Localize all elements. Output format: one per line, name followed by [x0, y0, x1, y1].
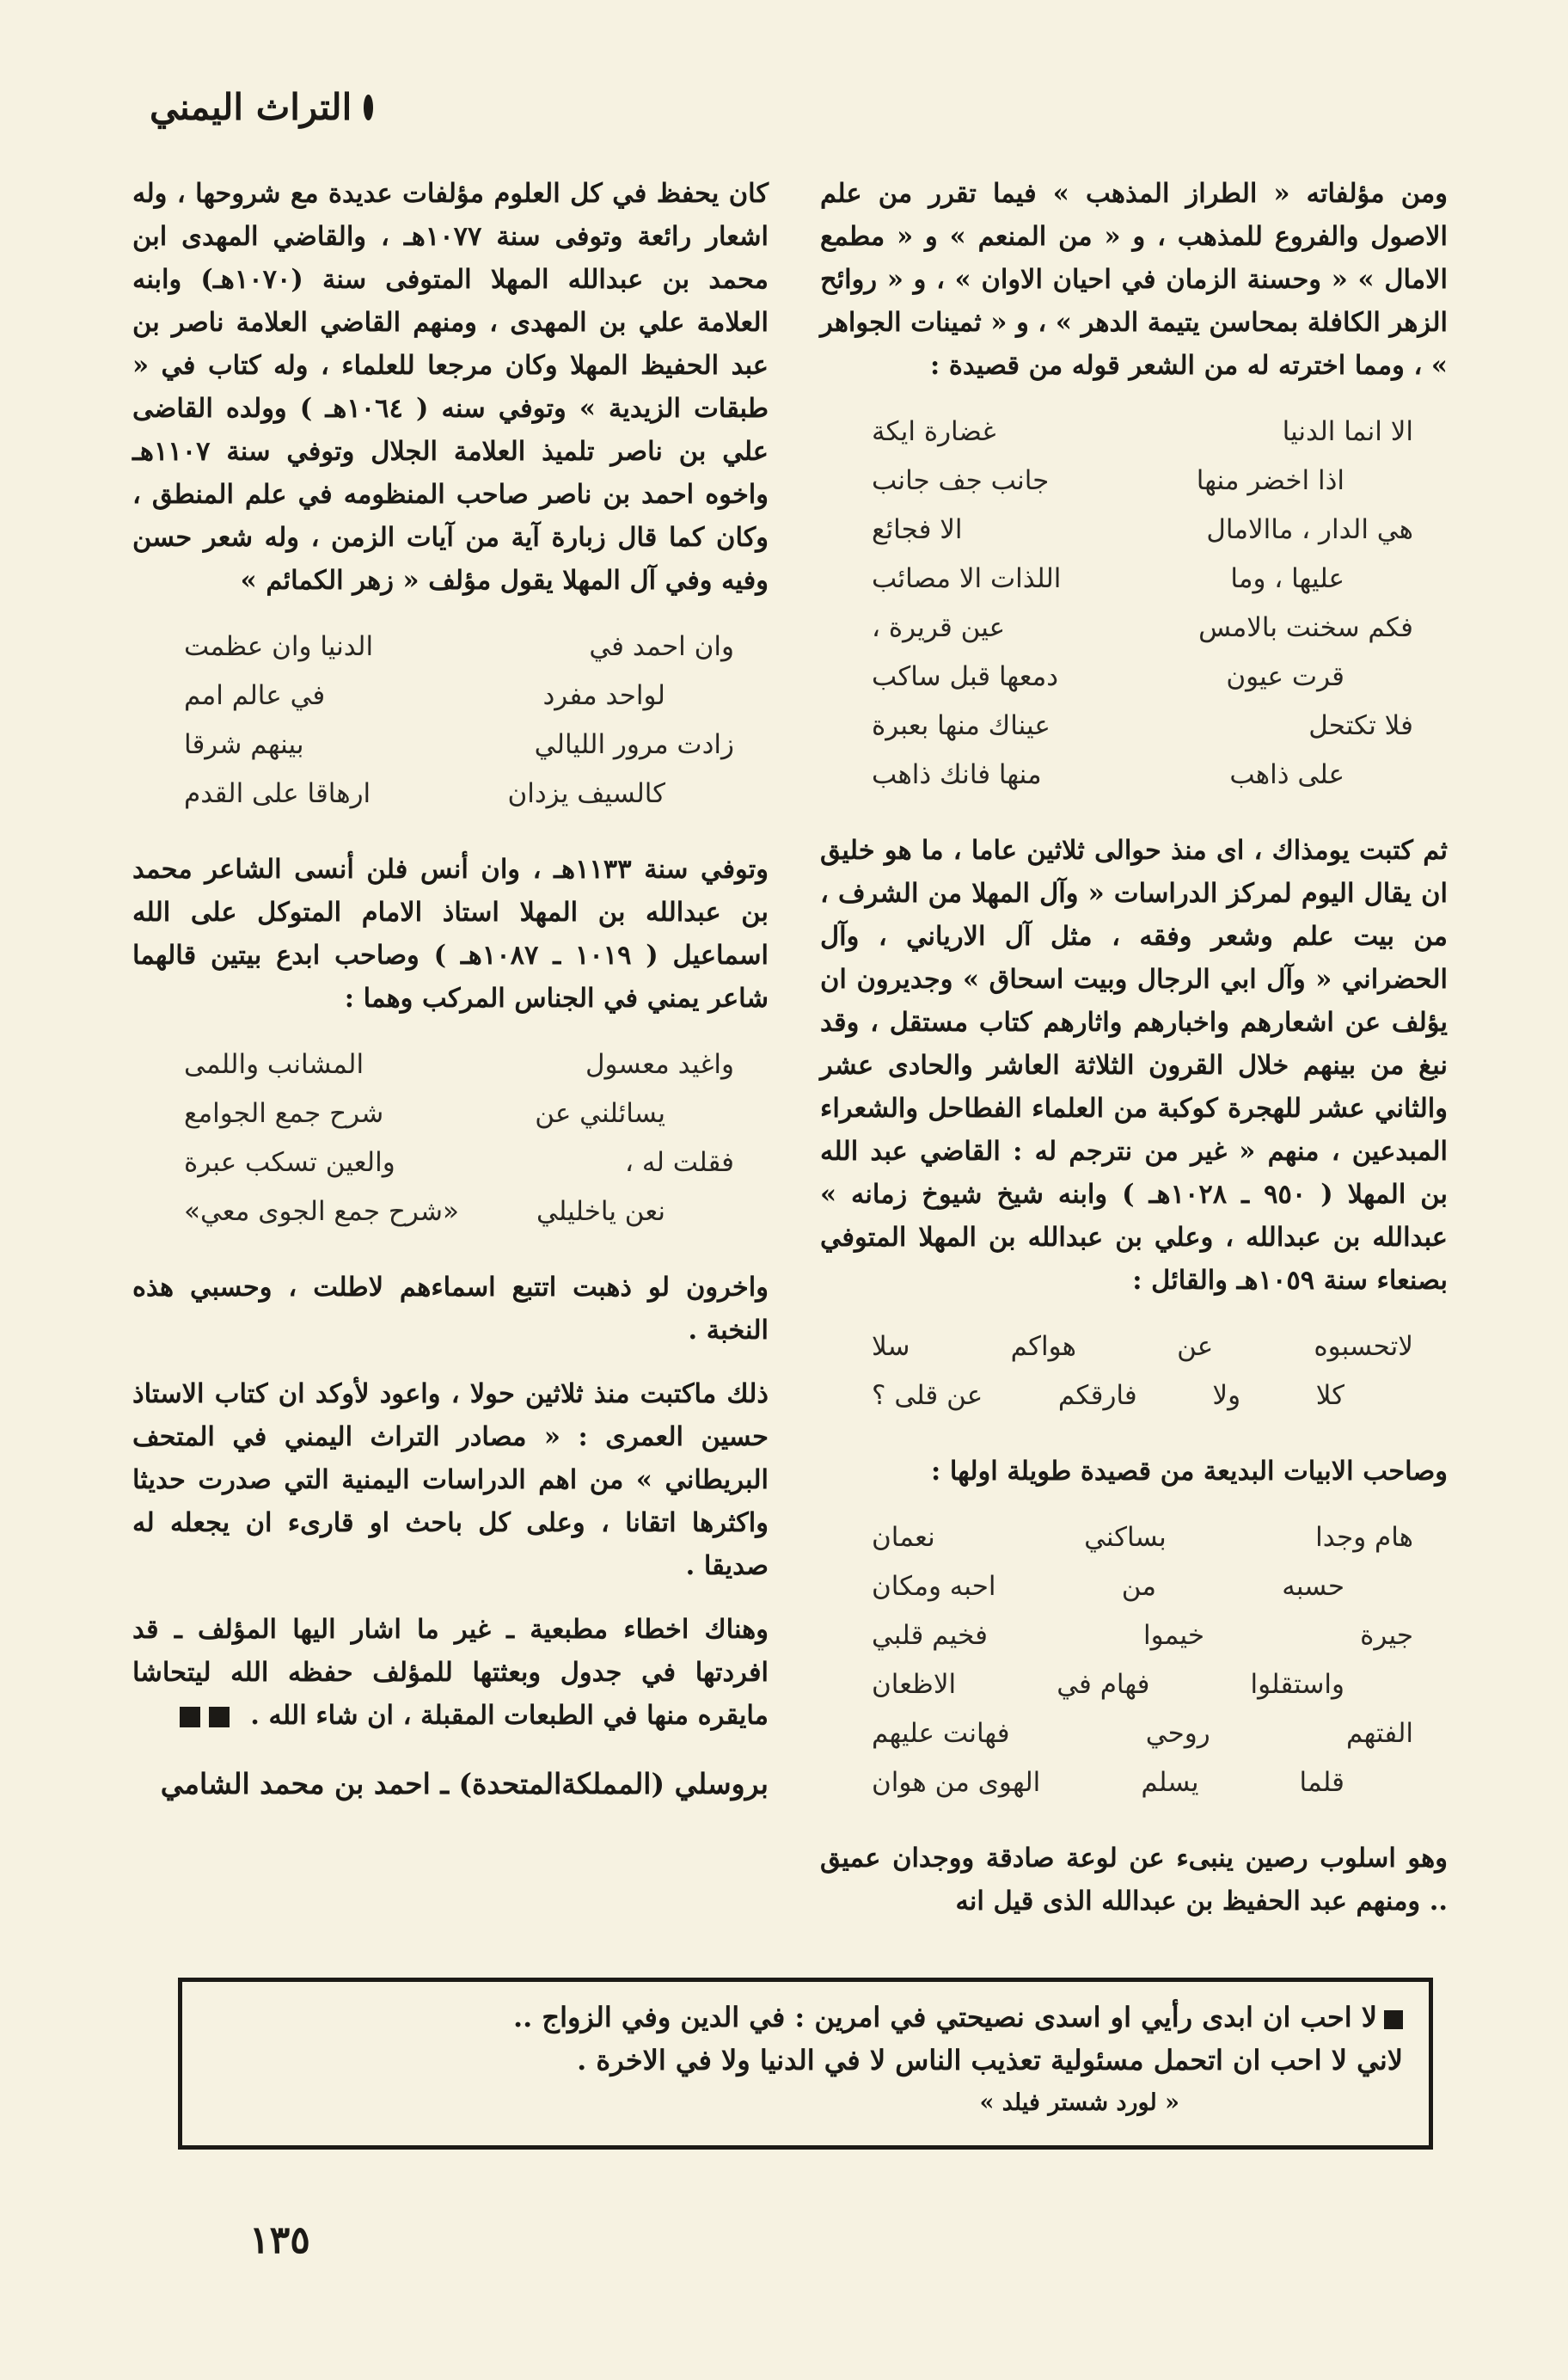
poem-line [820, 1660, 1448, 1709]
poem-fragment: نعن ياخليلي [536, 1196, 665, 1227]
poem-line [132, 1089, 769, 1138]
quote-line [208, 1996, 1403, 2039]
quote-line: لاني لا احب ان اتحمل مسئولية تعذيب الناس لا في الدنيا ولا في الاخرة . [577, 2044, 1403, 2076]
poem-fragment: فخيم قلبي [872, 1620, 988, 1651]
poem-fragment: الا انما الدنيا [1282, 416, 1413, 447]
poem-fragment: من [1121, 1571, 1156, 1602]
poem-fragment: احبه ومكان [872, 1571, 996, 1602]
paragraph: وصاحب الابيات البديعة من قصيدة طويلة اولها : [930, 1456, 1448, 1487]
poem-fragment: لاتحسبوه [1314, 1331, 1413, 1362]
end-marks-icon [180, 1707, 230, 1727]
quote-box [178, 1978, 1433, 2150]
poem [820, 408, 1448, 800]
quote-text: لا احب ان ابدى رأيي او اسدى نصيحتي في امرين : في الدين وفي الزواج .. [513, 2001, 1377, 2033]
poem-fragment: عن قلى ؟ [872, 1380, 983, 1411]
poem-fragment: يسائلني عن [535, 1098, 665, 1129]
paragraph: وتوفي سنة ١١٣٣هـ ، وان أنس فلن أنسى الشاعر محمد بن عبدالله بن المهلا استاذ الامام المتوكل على الله اسماعيل ( ١٠١٩ ـ ١٠٨٧هـ ) وصاحب ابدع بيتين قالهما شاعر يمني في الجناس المركب وهما : [132, 854, 769, 1014]
poem-fragment: كالسيف يزدان [507, 778, 665, 809]
signature [132, 1763, 769, 1806]
poem-fragment: فلا تكتحل [1308, 710, 1413, 741]
poem-fragment: كلا [1315, 1380, 1344, 1411]
poem-fragment: المشانب واللمى [184, 1049, 364, 1080]
poem-fragment: الدنيا وان عظمت [184, 631, 374, 662]
bullet-icon [364, 95, 373, 120]
poem-line [132, 672, 769, 721]
poem [820, 1322, 1448, 1420]
poem-fragment: روحي [1145, 1718, 1210, 1749]
paragraph-text: وهناك اخطاء مطبعية ـ غير ما اشار اليها المؤلف ـ قد افردتها في جدول وبعثتها للمؤلف حفظه الله ليتحاشا مايقره منها في الطبعات المقبلة ، ان شاء الله . [132, 1614, 769, 1731]
poem-fragment: الهوى من هوان [872, 1767, 1041, 1798]
poem-fragment: اللذات الا مصائب [872, 563, 1062, 594]
poem-fragment: فقلت له ، [625, 1147, 734, 1178]
paragraph [132, 1608, 769, 1737]
poem-fragment: ولا [1212, 1380, 1241, 1411]
poem-line [820, 555, 1448, 604]
poem-fragment: في عالم امم [184, 680, 326, 711]
poem-fragment: شرح جمع الجوامع [184, 1098, 384, 1129]
poem-line [132, 1187, 769, 1236]
poem-fragment: الاظعان [872, 1669, 957, 1700]
poem-line [820, 1322, 1448, 1371]
poem-fragment: عليها ، وما [1230, 563, 1344, 594]
poem-fragment: وان احمد في [589, 631, 734, 662]
poem-line [132, 770, 769, 819]
paragraph: واخرون لو ذهبت اتتبع اسماءهم لاطلت ، وحسبي هذه النخبة . [132, 1272, 769, 1346]
poem-fragment: فارقكم [1057, 1380, 1137, 1411]
poem-fragment: بينهم شرقا [184, 729, 304, 760]
square-bullet-icon [1384, 2010, 1403, 2029]
poem-fragment: سلا [872, 1331, 910, 1362]
poem-line [820, 1758, 1448, 1807]
poem-fragment: قرت عيون [1226, 661, 1344, 692]
signature-name: احمد بن محمد الشامي [160, 1767, 431, 1800]
poem-line [132, 721, 769, 770]
poem-line [820, 1562, 1448, 1611]
paragraph: ثم كتبت يومذاك ، اى منذ حوالى ثلاثين عاما ، ما هو خليق ان يقال اليوم لمركز الدراسات « وآل المهلا من الشرف ، من بيت علم وشعر وفقه ، مثل آل الارياني ، وآل الحضراني « وآل ابي الرجال وبيت اسحاق » وجديرون ان يؤلف عن اشعارهم واخبارهم واثارهم كتاب مستقل ، وقد نبغ من بينهم خلال القرون الثلاثة العاشر والحادى عشر والثاني عشر للهجرة كوكبة من العلماء الفطاحل والشعراء المبدعين ، منهم « غير من نترجم له : القاضي عبد الله بن المهلا ( ٩٥٠ ـ ١٠٢٨هـ ) وابنه شيخ شيوخ زمانه » عبدالله بن عبدالله ، وعلي بن عبدالله بن المهلا المتوفي بصنعاء سنة ١٠٥٩هـ والقائل : [820, 835, 1448, 1296]
poem-fragment: دمعها قبل ساكب [872, 661, 1059, 692]
poem-fragment: حسبه [1282, 1571, 1344, 1602]
running-header [150, 86, 373, 128]
poem-fragment: جانب جف جانب [872, 465, 1050, 496]
poem-line [132, 1040, 769, 1089]
poem-line [820, 1709, 1448, 1758]
poem-fragment: واغيد معسول [585, 1049, 734, 1080]
poem-fragment: الفتهم [1345, 1718, 1413, 1749]
poem-fragment: والعين تسكب عبرة [184, 1147, 395, 1178]
poem-line [820, 604, 1448, 653]
poem-fragment: زادت مرور الليالي [534, 729, 734, 760]
poem-line [820, 653, 1448, 702]
poem-fragment: فهام في [1057, 1669, 1150, 1700]
paragraph: وهو اسلوب رصين ينبىء عن لوعة صادقة ووجدان عميق .. ومنهم عبد الحفيظ بن عبدالله الذى قيل انه [820, 1843, 1448, 1917]
poem-fragment: بساكني [1084, 1522, 1167, 1553]
paragraph: ومن مؤلفاته « الطراز المذهب » فيما تقرر من علم الاصول والفروع للمذهب ، و « من المنعم » و « مطمع الامال » « وحسنة الزمان في احيان الاوان » ، و « روائح الزهر الكافلة بمحاسن يتيمة الدهر » ، و « ثمينات الجواهر » ، ومما اخترته له من الشعر قوله من قصيدة : [820, 178, 1448, 381]
poem-fragment: عن [1177, 1331, 1214, 1362]
poem-fragment: هي الدار ، ماالامال [1206, 514, 1413, 545]
poem-fragment: هام وجدا [1315, 1522, 1413, 1553]
poem-fragment: واستقلوا [1250, 1669, 1344, 1700]
poem [132, 1040, 769, 1236]
poem-fragment: جيرة [1360, 1620, 1413, 1651]
poem-line [820, 702, 1448, 751]
poem-fragment: قلما [1299, 1767, 1344, 1798]
poem-fragment: نعمان [872, 1522, 935, 1553]
paragraph: كان يحفظ في كل العلوم مؤلفات عديدة مع شروحها ، وله اشعار رائعة وتوفى سنة ١٠٧٧هـ ، والقاضي المهدى ابن محمد بن عبدالله المهلا المتوفى سنة (١٠٧٠هـ) وابنه العلامة علي بن المهدى ، ومنهم القاضي العلامة ناصر بن عبد الحفيظ المهلا وكان مرجعا للعلماء ، وله كتاب في « طبقات الزيدية » وتوفي سنه ( ١٠٦٤هـ ) وولده القاضى علي بن ناصر تلميذ العلامة الجلال وتوفي سنة ١١٠٧هـ واخوه احمد بن ناصر صاحب المنظومه في علم المنطق ، وكان كما قال زبارة آية من آيات الزمن ، وله شعر حسن وفيه وفي آل المهلا يقول مؤلف « زهر الكمائم » [132, 178, 769, 596]
poem [820, 1513, 1448, 1807]
quote-author: « لورد شستر فيلد » [979, 2089, 1179, 2116]
poem-line [820, 457, 1448, 506]
poem-line [132, 623, 769, 672]
poem [132, 623, 769, 819]
poem-line [820, 1371, 1448, 1420]
poem-line [820, 1513, 1448, 1562]
poem-line [820, 1611, 1448, 1660]
poem-line [820, 506, 1448, 555]
poem-fragment: عيناك منها بعبرة [872, 710, 1050, 741]
poem-fragment: غضارة ايكة [872, 416, 996, 447]
right-column [820, 172, 1448, 1943]
poem-fragment: منها فانك ذاهب [872, 759, 1042, 790]
poem-fragment: عين قريرة ، [872, 612, 1006, 643]
poem-fragment: هواكم [1010, 1331, 1077, 1362]
poem-fragment: يسلم [1141, 1767, 1199, 1798]
poem-line [132, 1138, 769, 1187]
poem-fragment: «شرح جمع الجوى معي» [184, 1196, 459, 1227]
header-title: التراث اليمني [150, 86, 352, 128]
page-number: ١٣٥ [249, 2218, 310, 2262]
poem-fragment: اذا اخضر منها [1196, 465, 1344, 496]
poem-fragment: على ذاهب [1229, 759, 1344, 790]
poem-fragment: فهانت عليهم [872, 1718, 1010, 1749]
left-column [132, 172, 769, 1806]
poem-line [820, 408, 1448, 457]
poem-fragment: خيموا [1143, 1620, 1205, 1651]
poem-fragment: الا فجائع [872, 514, 963, 545]
signature-place: بروسلي (المملكةالمتحدة) ـ [440, 1767, 769, 1800]
poem-fragment: ارهاقا على القدم [184, 778, 371, 809]
poem-fragment: فكم سخنت بالامس [1198, 612, 1413, 643]
paragraph: ذلك ماكتبت منذ ثلاثين حولا ، واعود لأوكد ان كتاب الاستاذ حسين العمرى : « مصادر التراث اليمني في المتحف البريطاني » من اهم الدراسات اليمنية التي صدرت حديثا واكثرها اتقانا ، وعلى كل باحث او قارىء ان يجعله له صديقا . [132, 1378, 769, 1581]
poem-fragment: لواحد مفرد [542, 680, 665, 711]
poem-line [820, 751, 1448, 800]
